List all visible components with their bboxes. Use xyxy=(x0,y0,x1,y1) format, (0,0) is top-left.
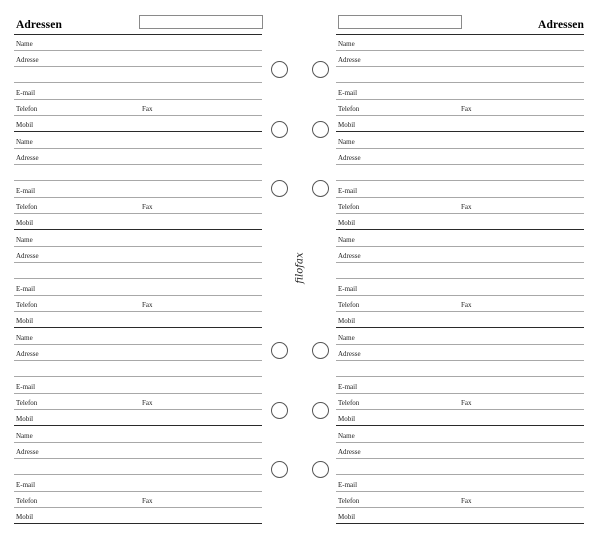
name-label: Name xyxy=(16,40,33,48)
email-field-line[interactable] xyxy=(336,295,584,296)
right-page xyxy=(336,0,584,540)
blank-field-line[interactable] xyxy=(14,474,262,475)
phone-label: Telefon xyxy=(338,203,360,211)
email-field-line[interactable] xyxy=(14,491,262,492)
name-field-line[interactable] xyxy=(14,246,262,247)
punch-hole-icon xyxy=(312,180,329,197)
punch-hole-icon xyxy=(271,342,288,359)
fax-label: Fax xyxy=(461,301,472,309)
address-label: Adresse xyxy=(16,350,39,358)
mobile-label: Mobil xyxy=(338,317,356,325)
entry-divider xyxy=(14,131,262,132)
address-field-line[interactable] xyxy=(14,66,262,67)
phone-field-line[interactable] xyxy=(14,311,262,312)
name-label: Name xyxy=(338,138,355,146)
punch-hole-icon xyxy=(271,461,288,478)
blank-field-line[interactable] xyxy=(336,82,584,83)
entry-divider xyxy=(14,523,262,524)
address-label: Adresse xyxy=(16,154,39,162)
fax-label: Fax xyxy=(461,203,472,211)
email-label: E-mail xyxy=(338,481,358,489)
email-field-line[interactable] xyxy=(14,295,262,296)
blank-field-line[interactable] xyxy=(336,474,584,475)
name-label: Name xyxy=(338,432,355,440)
name-field-line[interactable] xyxy=(336,246,584,247)
name-field-line[interactable] xyxy=(14,442,262,443)
entry-divider xyxy=(14,229,262,230)
mobile-label: Mobil xyxy=(338,219,356,227)
address-field-line[interactable] xyxy=(336,458,584,459)
entry-divider xyxy=(336,523,584,524)
address-label: Adresse xyxy=(16,448,39,456)
punch-hole-icon xyxy=(271,402,288,419)
phone-label: Telefon xyxy=(338,301,360,309)
email-field-line[interactable] xyxy=(336,99,584,100)
phone-field-line[interactable] xyxy=(14,507,262,508)
blank-field-line[interactable] xyxy=(14,376,262,377)
name-field-line[interactable] xyxy=(14,50,262,51)
address-field-line[interactable] xyxy=(336,262,584,263)
phone-label: Telefon xyxy=(338,399,360,407)
phone-label: Telefon xyxy=(16,399,38,407)
phone-label: Telefon xyxy=(338,105,360,113)
address-field-line[interactable] xyxy=(14,262,262,263)
address-field-line[interactable] xyxy=(14,458,262,459)
address-field-line[interactable] xyxy=(336,360,584,361)
index-box[interactable] xyxy=(139,15,263,29)
phone-field-line[interactable] xyxy=(336,115,584,116)
address-field-line[interactable] xyxy=(14,164,262,165)
mobile-label: Mobil xyxy=(16,513,34,521)
name-label: Name xyxy=(338,40,355,48)
name-field-line[interactable] xyxy=(336,50,584,51)
blank-field-line[interactable] xyxy=(336,278,584,279)
phone-field-line[interactable] xyxy=(336,409,584,410)
mobile-label: Mobil xyxy=(338,121,356,129)
email-field-line[interactable] xyxy=(14,197,262,198)
email-field-line[interactable] xyxy=(14,99,262,100)
phone-label: Telefon xyxy=(16,497,38,505)
address-label: Adresse xyxy=(338,448,361,456)
left-page-header xyxy=(14,0,262,34)
fax-label: Fax xyxy=(461,497,472,505)
blank-field-line[interactable] xyxy=(14,278,262,279)
blank-field-line[interactable] xyxy=(14,82,262,83)
brand-logo: filofax xyxy=(294,252,306,284)
header-rule xyxy=(14,34,262,35)
index-box[interactable] xyxy=(338,15,462,29)
mobile-label: Mobil xyxy=(16,121,34,129)
name-field-line[interactable] xyxy=(14,344,262,345)
address-label: Adresse xyxy=(16,56,39,64)
email-label: E-mail xyxy=(16,187,36,195)
entry-divider xyxy=(14,327,262,328)
phone-label: Telefon xyxy=(16,203,38,211)
name-label: Name xyxy=(338,334,355,342)
phone-label: Telefon xyxy=(16,105,38,113)
header-rule xyxy=(336,34,584,35)
email-label: E-mail xyxy=(338,187,358,195)
address-field-line[interactable] xyxy=(336,66,584,67)
entry-divider xyxy=(14,425,262,426)
name-label: Name xyxy=(16,432,33,440)
right-page-header xyxy=(336,0,584,34)
entry-divider xyxy=(336,425,584,426)
punch-hole-icon xyxy=(312,402,329,419)
email-label: E-mail xyxy=(338,285,358,293)
fax-label: Fax xyxy=(142,399,153,407)
punch-hole-icon xyxy=(312,121,329,138)
email-label: E-mail xyxy=(338,89,358,97)
address-label: Adresse xyxy=(338,154,361,162)
name-field-line[interactable] xyxy=(336,344,584,345)
fax-label: Fax xyxy=(142,203,153,211)
name-label: Name xyxy=(338,236,355,244)
punch-hole-icon xyxy=(271,121,288,138)
address-field-line[interactable] xyxy=(336,164,584,165)
mobile-label: Mobil xyxy=(338,513,356,521)
page-title: Adressen xyxy=(538,19,584,31)
entry-divider xyxy=(336,229,584,230)
address-label: Adresse xyxy=(338,350,361,358)
email-field-line[interactable] xyxy=(14,393,262,394)
email-label: E-mail xyxy=(16,383,36,391)
mobile-label: Mobil xyxy=(16,415,34,423)
blank-field-line[interactable] xyxy=(336,180,584,181)
email-label: E-mail xyxy=(338,383,358,391)
fax-label: Fax xyxy=(461,105,472,113)
name-field-line[interactable] xyxy=(336,442,584,443)
fax-label: Fax xyxy=(142,105,153,113)
punch-hole-icon xyxy=(312,461,329,478)
phone-field-line[interactable] xyxy=(14,409,262,410)
fax-label: Fax xyxy=(461,399,472,407)
blank-field-line[interactable] xyxy=(14,180,262,181)
address-label: Adresse xyxy=(338,252,361,260)
page-title: Adressen xyxy=(16,19,62,31)
email-label: E-mail xyxy=(16,89,36,97)
fax-label: Fax xyxy=(142,301,153,309)
punch-hole-icon xyxy=(312,61,329,78)
mobile-label: Mobil xyxy=(338,415,356,423)
phone-field-line[interactable] xyxy=(336,507,584,508)
mobile-label: Mobil xyxy=(16,317,34,325)
name-label: Name xyxy=(16,236,33,244)
mobile-label: Mobil xyxy=(16,219,34,227)
name-field-line[interactable] xyxy=(14,148,262,149)
entry-divider xyxy=(336,327,584,328)
entry-divider xyxy=(336,131,584,132)
fax-label: Fax xyxy=(142,497,153,505)
phone-label: Telefon xyxy=(338,497,360,505)
phone-field-line[interactable] xyxy=(336,311,584,312)
phone-label: Telefon xyxy=(16,301,38,309)
email-label: E-mail xyxy=(16,481,36,489)
email-field-line[interactable] xyxy=(336,393,584,394)
phone-field-line[interactable] xyxy=(14,213,262,214)
email-field-line[interactable] xyxy=(336,491,584,492)
email-label: E-mail xyxy=(16,285,36,293)
punch-hole-icon xyxy=(271,61,288,78)
address-label: Adresse xyxy=(338,56,361,64)
address-label: Adresse xyxy=(16,252,39,260)
name-label: Name xyxy=(16,138,33,146)
phone-field-line[interactable] xyxy=(336,213,584,214)
name-label: Name xyxy=(16,334,33,342)
email-field-line[interactable] xyxy=(336,197,584,198)
left-page xyxy=(14,0,262,540)
punch-hole-icon xyxy=(271,180,288,197)
name-field-line[interactable] xyxy=(336,148,584,149)
address-field-line[interactable] xyxy=(14,360,262,361)
punch-hole-icon xyxy=(312,342,329,359)
phone-field-line[interactable] xyxy=(14,115,262,116)
blank-field-line[interactable] xyxy=(336,376,584,377)
